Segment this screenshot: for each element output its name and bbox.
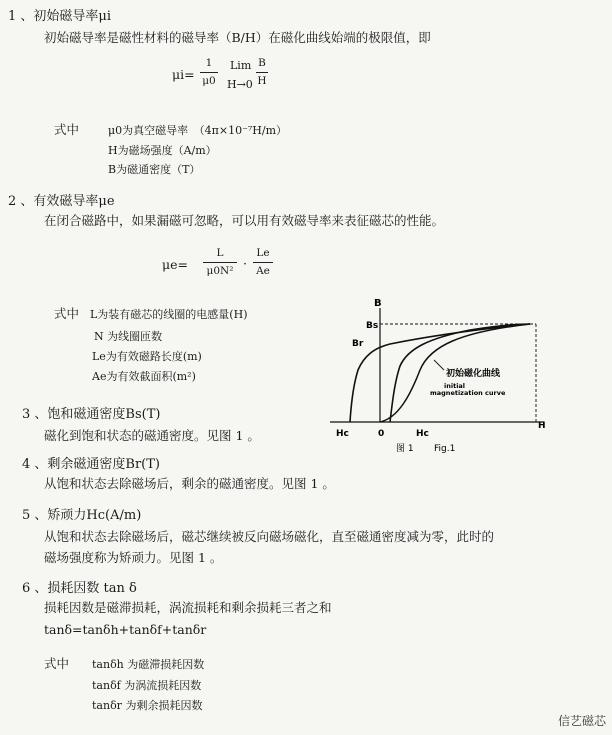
fraction-l-over-mu0n2 <box>203 248 237 276</box>
section-2-description: 在闭合磁路中，如果漏磁可忽略，可以用有效磁导率来表征磁芯的性能。 <box>44 213 445 228</box>
denominator: μ0 <box>202 74 216 87</box>
section-2-heading: 2 、有效磁导率μe <box>8 194 115 209</box>
section-5-heading: 5 、矫顽力Hc(A/m) <box>22 508 142 523</box>
numerator: Le <box>256 247 270 259</box>
section-3-description: 磁化到饱和状态的磁通密度。见图 1 。 <box>44 428 260 443</box>
section-4-description: 从饱和状态去除磁场后，剩余的磁通密度。见图 1 。 <box>44 476 335 491</box>
formula-lhs: μe= <box>162 257 188 272</box>
section-6-heading: 6 、损耗因数 tan δ <box>22 581 137 596</box>
formula-lhs: μi= <box>172 67 195 82</box>
fraction-le-over-ae <box>253 248 273 276</box>
curve-pointer <box>434 360 444 370</box>
definition-le: Le为有效磁路长度(m) <box>92 350 202 363</box>
where-label: 式中 <box>54 306 80 321</box>
section-5-description-line-2: 磁场强度称为矫顽力。见图 1 。 <box>44 550 223 565</box>
curve-label-cn: 初始磁化曲线 <box>446 369 501 379</box>
curve-label-en-1: initial <box>444 382 466 390</box>
section-3-heading: 3 、饱和磁通密度Bs(T) <box>22 407 161 422</box>
section-6-description: 损耗因数是磁滞损耗，涡流损耗和剩余损耗三者之和 <box>44 600 332 615</box>
hc-left-label: Hc <box>336 429 349 439</box>
denominator: H <box>257 74 267 87</box>
figure-caption-en: Fig.1 <box>434 444 456 454</box>
limit-label: Lim <box>230 59 252 72</box>
curve-label-en-2: magnetization curve <box>430 389 506 397</box>
section-5-description-line-1: 从饱和状态去除磁场后，磁芯继续被反向磁场磁化，直至磁通密度减为零，此时的 <box>44 529 495 544</box>
watermark-text: 信艺磁芯 <box>557 714 606 728</box>
fraction-b-over-h <box>256 58 268 86</box>
definition-h: H为磁场强度（A/m） <box>108 144 217 157</box>
numerator: L <box>216 247 224 259</box>
section-1-description: 初始磁导率是磁性材料的磁导率（B/H）在磁化曲线始端的极限值，即 <box>44 30 431 45</box>
loss-factor-formula: tanδ=tanδh+tanδf+tanδr <box>44 622 207 637</box>
numerator: 1 <box>205 57 213 69</box>
definition-b: B为磁通密度（T） <box>108 163 201 176</box>
fraction-one-over-mu0 <box>200 58 218 86</box>
multiply-dot: · <box>243 256 247 271</box>
h-axis-label: H <box>538 421 546 431</box>
where-label: 式中 <box>54 122 80 137</box>
hysteresis-descending-branch <box>350 324 530 422</box>
figure-caption-cn: 图 1 <box>396 444 414 454</box>
where-label: 式中 <box>44 656 70 671</box>
numerator: B <box>258 57 266 69</box>
bs-label: Bs <box>366 321 379 331</box>
denominator: Ae <box>256 264 270 277</box>
br-label: Br <box>352 339 364 349</box>
section-1-heading: 1 、初始磁导率μi <box>8 9 112 24</box>
definition-tan-h: tanδh 为磁滞损耗因数 <box>92 658 205 671</box>
hc-right-label: Hc <box>416 429 429 439</box>
definition-ae: Ae为有效截面积(m²) <box>92 370 196 383</box>
definition-tan-r: tanδr 为剩余损耗因数 <box>92 699 203 712</box>
section-4-heading: 4 、剩余磁通密度Br(T) <box>22 457 160 472</box>
definition-n: N 为线圈匝数 <box>94 330 163 343</box>
origin-label: 0 <box>378 429 385 439</box>
limit-subscript: H→0 <box>227 78 253 91</box>
definition-mu0: μ0为真空磁导率 （4π×10⁻⁷H/m） <box>108 124 288 137</box>
b-axis-label: B <box>374 298 382 309</box>
denominator: μ0N² <box>206 264 234 277</box>
definition-l: L为装有磁芯的线圈的电感量(H) <box>90 308 248 321</box>
hysteresis-figure <box>330 296 562 458</box>
definition-tan-f: tanδf 为涡流损耗因数 <box>92 679 202 692</box>
